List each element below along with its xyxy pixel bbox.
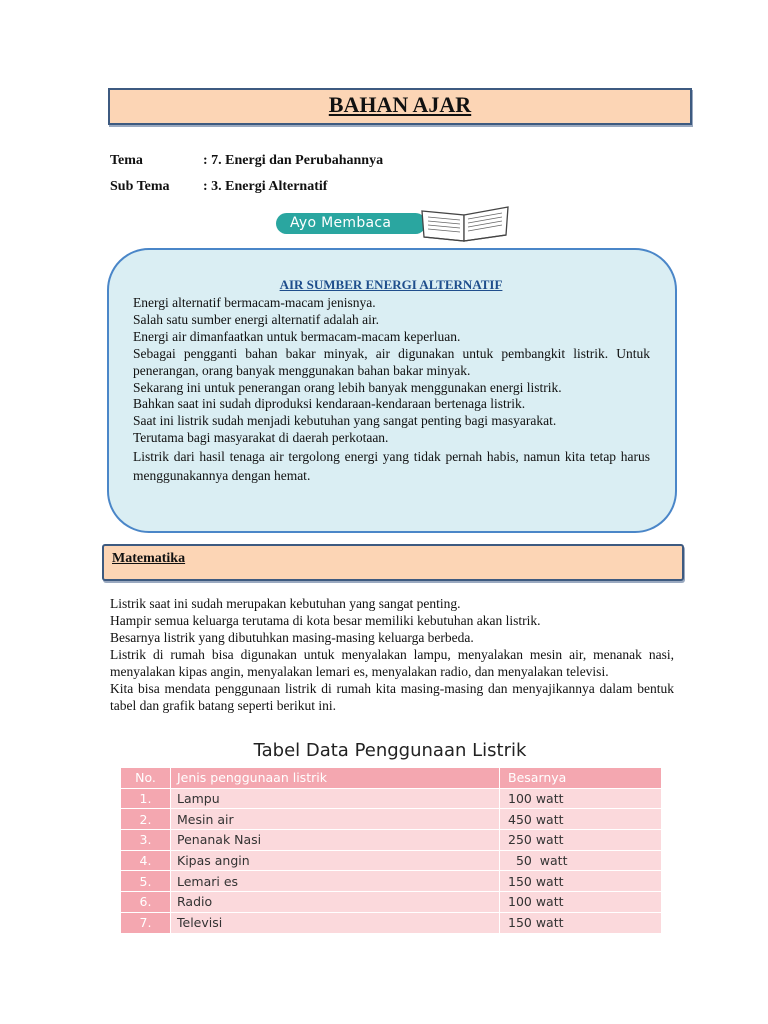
table-row	[121, 788, 662, 809]
header-no: No.	[121, 768, 171, 789]
section-title: Matematika	[112, 551, 186, 566]
table-row	[121, 871, 662, 892]
cell-no: 2.	[121, 809, 171, 830]
cell-no: 5.	[121, 871, 171, 892]
open-book-icon	[418, 203, 512, 243]
math-paragraph: Hampir semua keluarga terutama di kota besar memiliki kebutuhan akan listrik.	[110, 613, 541, 628]
math-paragraph: Kita bisa mendata penggunaan listrik di rumah kita masing-masing dan menyajikannya dalam bentuk tabel dan grafik batang seperti berikut ini.	[110, 681, 674, 713]
table-row	[121, 892, 662, 913]
cell-besarnya: 450 watt	[500, 809, 662, 830]
cell-besarnya: 250 watt	[500, 830, 662, 851]
usage-table	[120, 767, 662, 934]
title-box	[108, 88, 692, 125]
cell-jenis: Kipas angin	[171, 850, 500, 871]
cell-besarnya: 50 watt	[500, 850, 662, 871]
subtema-value: : 3. Energi Alternatif	[203, 179, 328, 194]
reading-title: AIR SUMBER ENERGI ALTERNATIF	[279, 277, 503, 292]
table-title: Tabel Data Penggunaan Listrik	[253, 740, 527, 761]
table-row	[121, 809, 662, 830]
reading-paragraph: Energi alternatif bermacam-macam jenisnya.	[133, 295, 376, 310]
cell-jenis: Lampu	[171, 788, 500, 809]
cell-besarnya: 150 watt	[500, 871, 662, 892]
reading-paragraph: Sebagai pengganti bahan bakar minyak, air digunakan untuk pembangkit listrik. Untuk penerangan, orang banyak menggunakan bahan bakar minyak.	[133, 345, 650, 378]
ayo-membaca-badge: Ayo Membaca	[276, 213, 426, 234]
math-paragraph: Listrik di rumah bisa digunakan untuk menyalakan lampu, menyalakan mesin air, menanak nasi, menyalakan kipas angin, menyalakan lemari es, menyalakan radio, dan menyalakan televisi.	[110, 647, 674, 679]
tema-label: Tema	[110, 153, 143, 168]
section-header-box	[102, 544, 684, 581]
reading-paragraph: Salah satu sumber energi alternatif adalah air.	[133, 311, 380, 327]
cell-besarnya: 100 watt	[500, 892, 662, 913]
table-header-row	[121, 768, 662, 789]
reading-paragraph: Saat ini listrik sudah menjadi kebutuhan yang sangat penting bagi masyarakat.	[133, 413, 557, 429]
header-jenis: Jenis penggunaan listrik	[171, 768, 500, 789]
cell-no: 6.	[121, 892, 171, 913]
cell-jenis: Mesin air	[171, 809, 500, 830]
math-body	[110, 595, 674, 714]
cell-no: 1.	[121, 788, 171, 809]
cell-besarnya: 150 watt	[500, 912, 662, 933]
table-row	[121, 850, 662, 871]
math-paragraph: Listrik saat ini sudah merupakan kebutuhan yang sangat penting.	[110, 596, 461, 611]
reading-paragraph: Sekarang ini untuk penerangan orang lebih banyak menggunakan energi listrik.	[133, 379, 562, 395]
cell-besarnya: 100 watt	[500, 788, 662, 809]
math-paragraph: Besarnya listrik yang dibutuhkan masing-masing keluarga berbeda.	[110, 630, 474, 645]
subtema-label: Sub Tema	[110, 179, 170, 194]
cell-no: 3.	[121, 830, 171, 851]
page-title: BAHAN AJAR	[328, 92, 472, 117]
cell-jenis: Penanak Nasi	[171, 830, 500, 851]
table-row	[121, 830, 662, 851]
table-row	[121, 912, 662, 933]
reading-paragraph: Energi air dimanfaatkan untuk bermacam-macam keperluan.	[133, 328, 461, 344]
cell-jenis: Televisi	[171, 912, 500, 933]
reading-paragraph: Listrik dari hasil tenaga air tergolong energi yang tidak pernah habis, namun kita tetap harus menggunakannya dengan hemat.	[133, 449, 650, 484]
header-besarnya: Besarnya	[500, 768, 662, 789]
cell-jenis: Radio	[171, 892, 500, 913]
cell-no: 7.	[121, 912, 171, 933]
tema-value: : 7. Energi dan Perubahannya	[203, 153, 384, 168]
reading-body	[133, 295, 650, 485]
reading-paragraph: Bahkan saat ini sudah diproduksi kendaraan-kendaraan bertenaga listrik.	[133, 396, 526, 412]
reading-paragraph: Terutama bagi masyarakat di daerah perkotaan.	[133, 430, 389, 446]
cell-jenis: Lemari es	[171, 871, 500, 892]
cell-no: 4.	[121, 850, 171, 871]
